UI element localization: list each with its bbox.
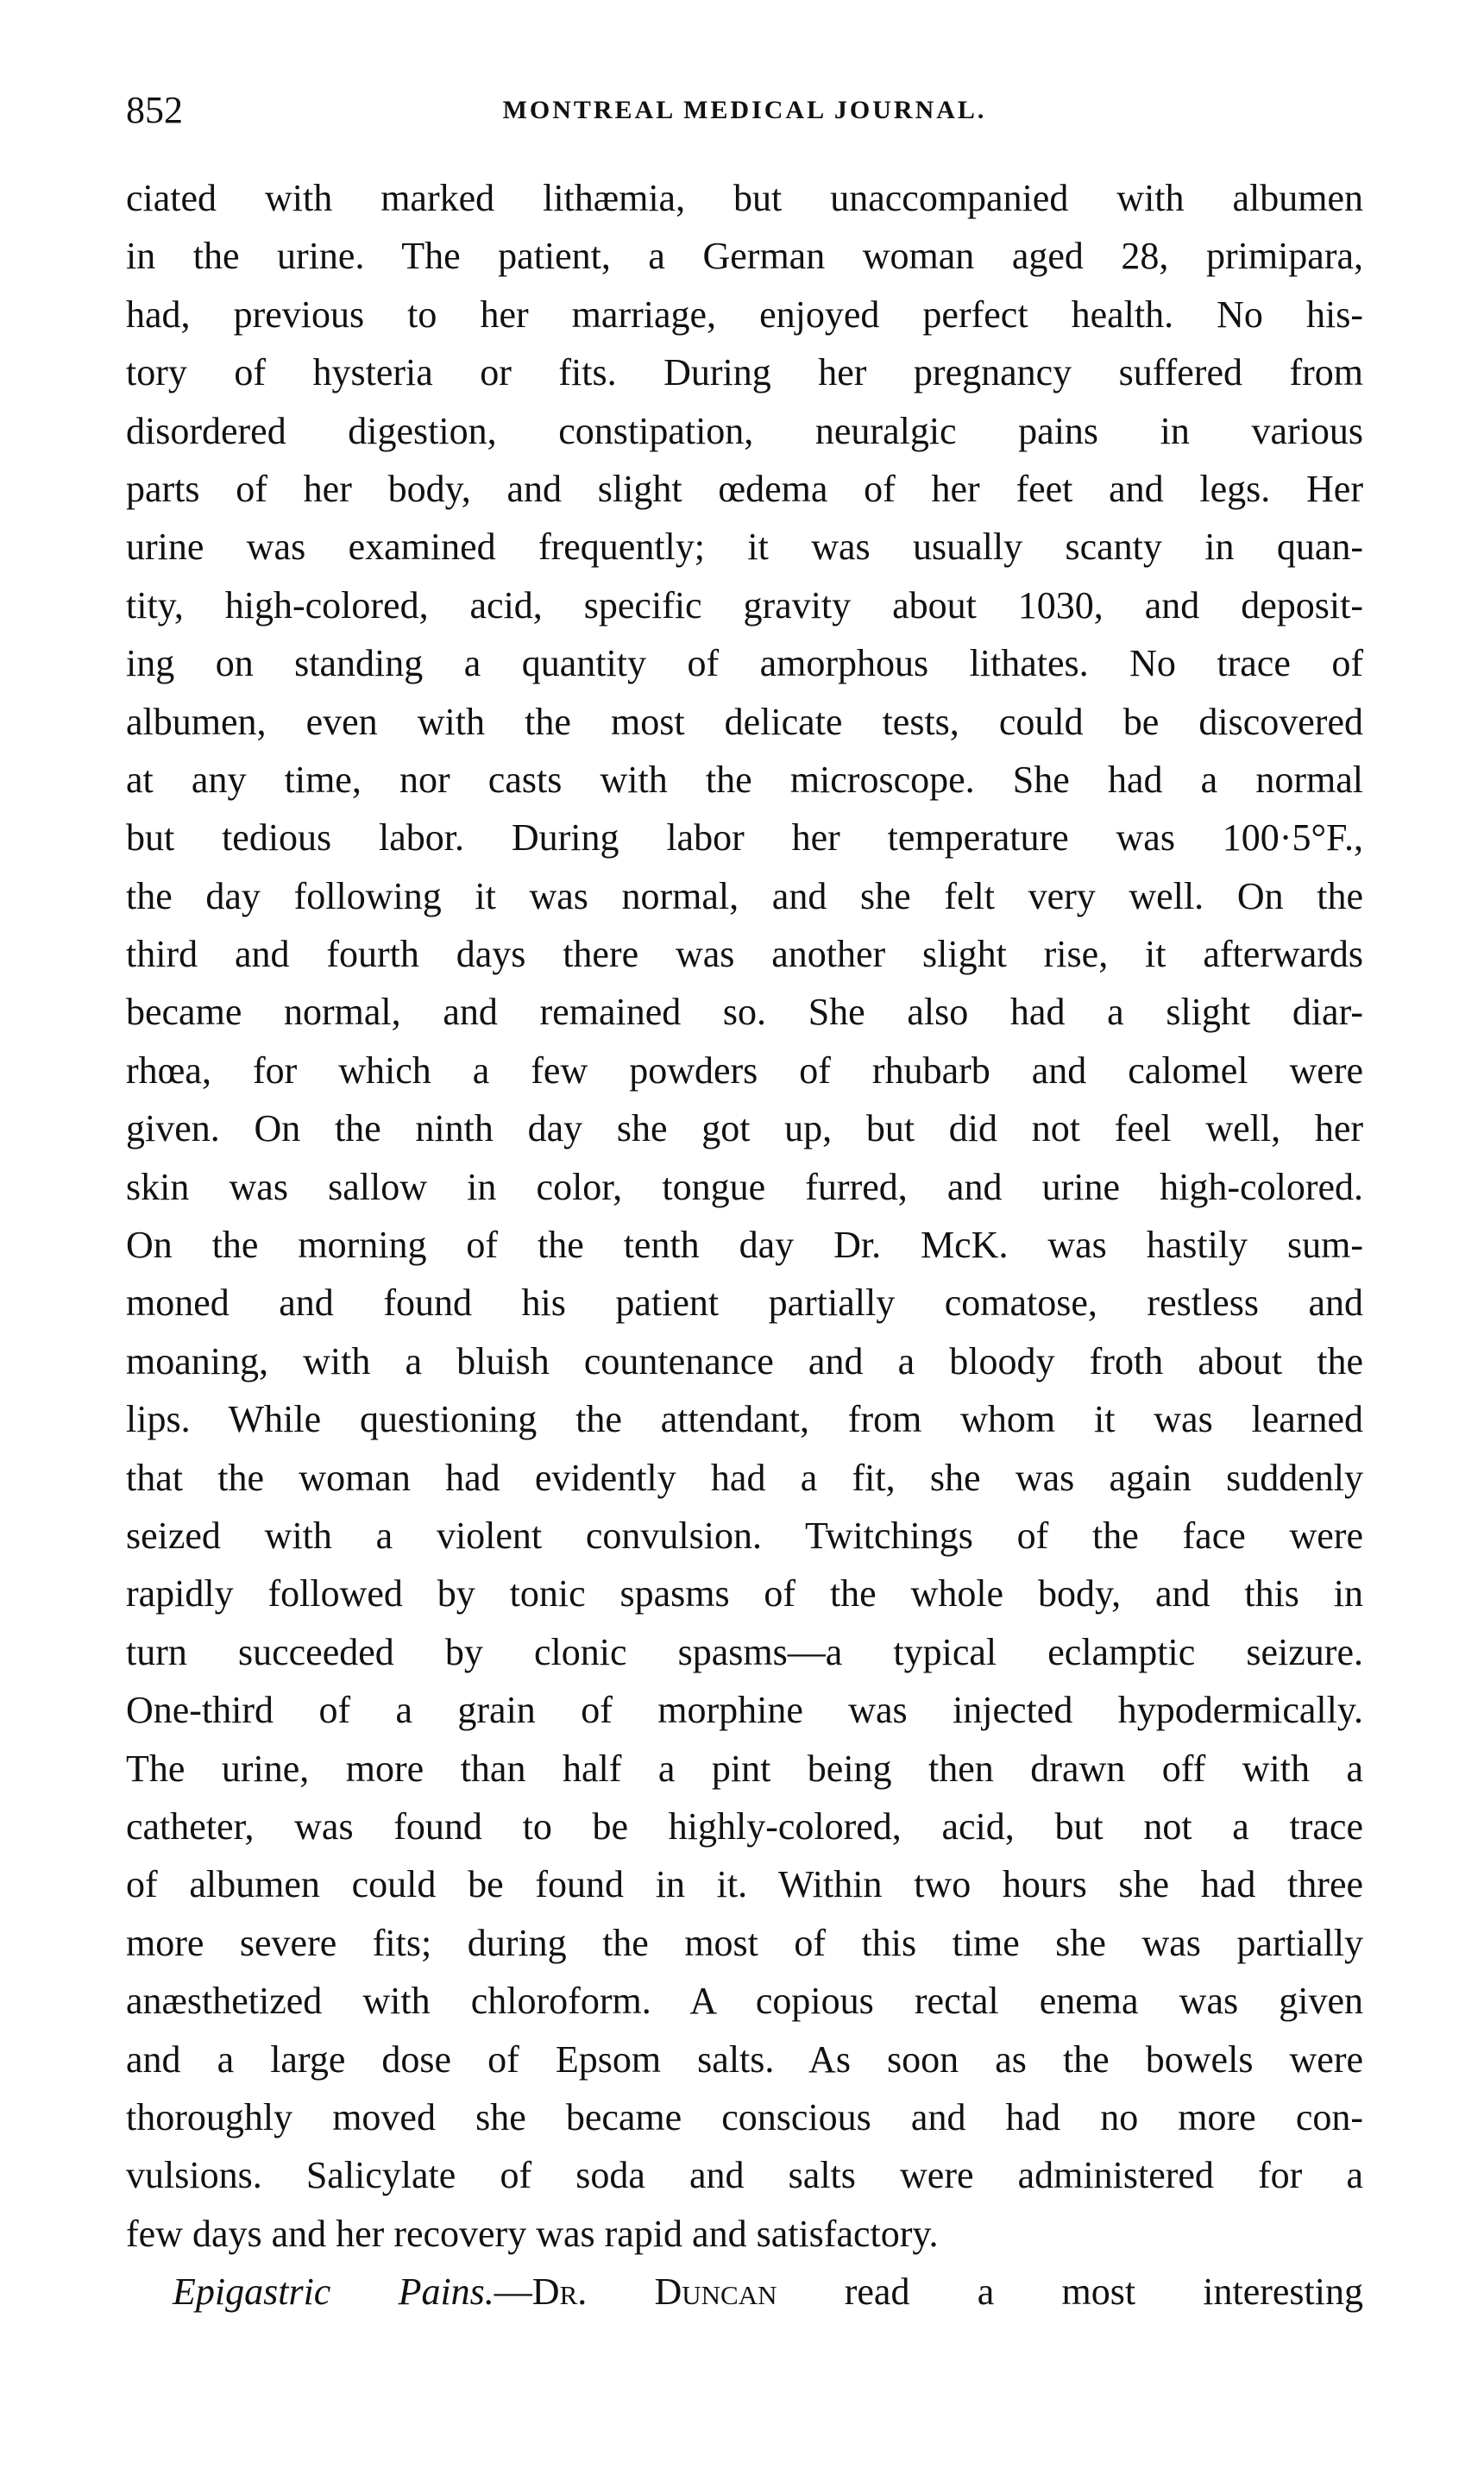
text-line: had, previous to her marriage, enjoyed perfect health. No his- [126,293,1363,336]
text-line: ciated with marked lithæmia, but unaccompanied with albumen [126,177,1363,219]
text-line: lips. While questioning the attendant, from whom it was learned [126,1398,1363,1441]
section-paragraph-start [126,2263,1363,2321]
article-body [126,169,1363,2321]
text-line: the day following it was normal, and she felt very well. On the [126,874,1363,917]
text-line: became normal, and remained so. She also had a slight diar- [126,991,1363,1034]
text-line: moaning, with a bluish countenance and a bloody froth about the [126,1339,1363,1382]
text-line: anæsthetized with chloroform. A copious rectal enema was given [126,1980,1363,2023]
text-line: and a large dose of Epsom salts. As soon as the bowels were [126,2037,1363,2081]
text-line: given. On the ninth day she got up, but did not feel well, her [126,1107,1363,1150]
journal-title: MONTREAL MEDICAL JOURNAL. [502,96,987,124]
text-line: ing on standing a quantity of amorphous lithates. No trace of [126,642,1363,685]
text-line: third and fourth days there was another slight rise, it afterwards [126,933,1363,976]
text-line: in the urine. The patient, a German woman aged 28, primipara, [126,235,1363,278]
text-line: The urine, more than half a pint being then drawn off with a [126,1747,1363,1790]
text-line: rhœa, for which a few powders of rhubarb and calomel were [126,1049,1363,1092]
text-line: tity, high-colored, acid, specific gravity about 1030, and deposit- [126,583,1363,627]
text-line: vulsions. Salicylate of soda and salts were administered for a [126,2154,1363,2197]
text-line: seized with a violent convulsion. Twitchings of the face were [126,1514,1363,1557]
text-line: few days and her recovery was rapid and satisfactory. [126,2212,939,2255]
text-line: parts of her body, and slight œdema of her feet and legs. Her [126,467,1363,510]
speaker-name: Duncan [654,2270,777,2314]
text-line: On the morning of the tenth day Dr. McK. was hastily sum- [126,1224,1363,1267]
text-line: skin was sallow in color, tongue furred, and urine high-colored. [126,1165,1363,1208]
text-line: albumen, even with the most delicate tests, could be discovered [126,700,1363,743]
text-line: of albumen could be found in it. Within two hours she had three [126,1863,1363,1906]
text-line: catheter, was found to be highly-colored, acid, but not a trace [126,1804,1363,1848]
text-line: turn succeeded by clonic spasms—a typical eclamptic seizure. [126,1630,1363,1673]
text-line: One-third of a grain of morphine was injected hypodermically. [126,1689,1363,1732]
text-line: at any time, nor casts with the microscope. She had a normal [126,758,1363,801]
em-dash: — [494,2270,532,2314]
text-line: but tedious labor. During labor her temperature was 100·5°F., [126,816,1363,860]
text-line: rapidly followed by tonic spasms of the whole body, and this in [126,1572,1363,1615]
text-line: that the woman had evidently had a fit, she was again suddenly [126,1456,1363,1499]
page-number: 852 [126,89,183,131]
text-line: thoroughly moved she became conscious and had no more con- [126,2095,1363,2138]
running-head [126,85,1363,136]
text-line: disordered digestion, constipation, neuralgic pains in various [126,409,1363,452]
text-line: tory of hysteria or fits. During her pregnancy suffered from [126,351,1363,394]
text-line: moned and found his patient partially comatose, restless and [126,1282,1363,1325]
text-line: more severe fits; during the most of this time she was partially [126,1921,1363,1964]
paragraph-continuation: read a most interesting [777,2270,1364,2314]
text-line: urine was examined frequently; it was usually scanty in quan- [126,526,1363,569]
speaker-prefix: Dr. [531,2270,588,2314]
section-heading: Epigastric Pains. [173,2270,494,2314]
